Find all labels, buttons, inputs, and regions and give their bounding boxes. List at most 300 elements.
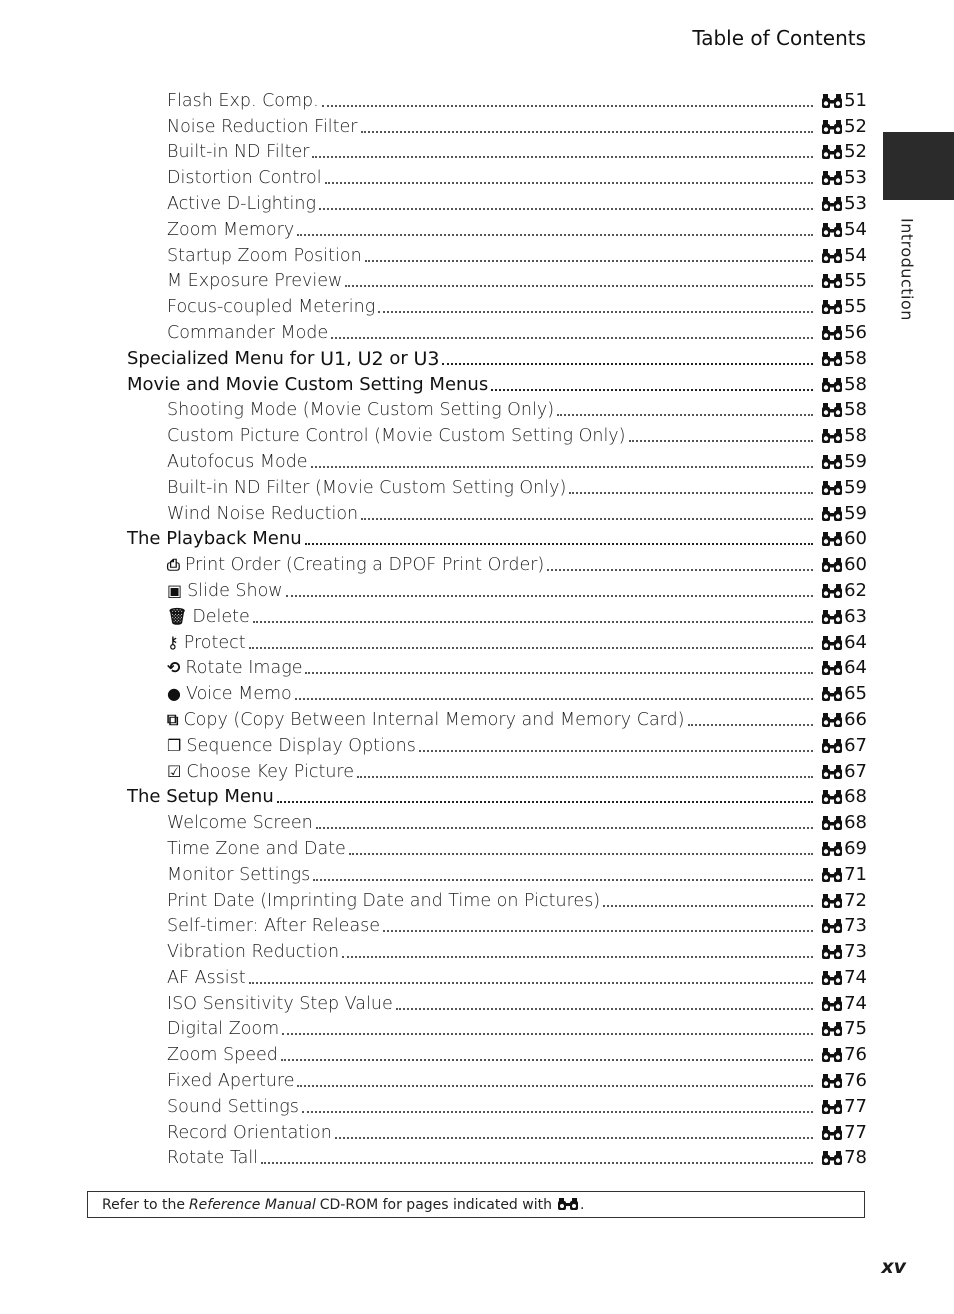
toc-entry-row[interactable]	[127, 473, 867, 499]
toc-entry-title	[127, 528, 302, 550]
reference-manual-icon	[821, 1073, 843, 1089]
reference-manual-icon	[821, 480, 843, 496]
footnote-box	[87, 1191, 865, 1218]
toc-page-number: 58	[844, 425, 867, 447]
dot-leader	[322, 105, 813, 107]
toc-page-ref[interactable]	[821, 322, 867, 344]
toc-page-ref[interactable]	[821, 1044, 867, 1066]
toc-entry-title-text: Flash Exp. Comp.	[167, 90, 319, 111]
toc-entry-row[interactable]	[127, 1092, 867, 1118]
dot-leader	[378, 311, 813, 313]
dot-leader	[345, 285, 813, 287]
reference-manual-icon	[821, 402, 843, 418]
footnote-text-before: Refer to the	[102, 1196, 185, 1213]
toc-page-ref[interactable]	[821, 270, 867, 292]
toc-entry-title-text: Protect	[183, 632, 246, 653]
reference-manual-icon	[821, 764, 843, 780]
dot-leader	[335, 1137, 813, 1139]
toc-page-ref[interactable]	[821, 477, 867, 499]
toc-entry-title-text: Print Order (Creating a DPOF Print Order)	[184, 555, 545, 576]
toc-entry-title-text: Choose Key Picture	[186, 761, 354, 782]
toc-page-ref[interactable]	[821, 812, 867, 834]
toc-section-row[interactable]	[127, 370, 867, 396]
table-of-contents	[127, 86, 867, 1169]
toc-entry-row[interactable]	[127, 886, 867, 912]
toc-entry-row[interactable]	[127, 834, 867, 860]
reference-manual-icon	[821, 299, 843, 315]
toc-page-ref[interactable]	[821, 451, 867, 473]
toc-entry-title	[167, 915, 380, 937]
toc-entry-row[interactable]	[127, 215, 867, 241]
toc-entry-row[interactable]	[127, 576, 867, 602]
toc-page-number: 68	[844, 812, 867, 834]
toc-entry-row[interactable]	[127, 1066, 867, 1092]
toc-entry-title	[167, 503, 358, 525]
toc-page-number: 67	[844, 760, 867, 782]
toc-page-number: 76	[844, 1070, 867, 1092]
reference-manual-icon	[821, 609, 843, 625]
toc-page-ref[interactable]	[821, 167, 867, 189]
dot-leader	[261, 1162, 813, 1164]
dot-leader	[305, 543, 813, 545]
dot-leader	[249, 647, 814, 649]
toc-entry-title	[167, 477, 566, 499]
page-header-title: Table of Contents	[692, 26, 866, 50]
toc-entry-title	[167, 812, 313, 834]
toc-page-number: 55	[844, 270, 867, 292]
rotate-image-icon: ⟲	[167, 658, 181, 678]
dot-leader	[349, 853, 813, 855]
toc-entry-row[interactable]	[127, 1040, 867, 1066]
toc-page-ref[interactable]	[821, 890, 867, 912]
toc-entry-title-text: Built-in ND Filter (Movie Custom Setting Only)	[167, 477, 567, 498]
dot-leader	[361, 131, 814, 133]
toc-entry-title-text: Sound Settings	[167, 1096, 299, 1117]
dot-leader	[297, 1085, 813, 1087]
dot-leader	[316, 827, 813, 829]
toc-page-number: 64	[844, 631, 867, 653]
toc-page-number: 58	[844, 347, 867, 369]
toc-entry-title-text: Print Date (Imprinting Date and Time on Pictures)	[167, 890, 601, 911]
footnote-text-after: CD-ROM for pages indicated with	[319, 1196, 552, 1213]
toc-entry-title	[167, 683, 292, 705]
toc-entry-title-text: Time Zone and Date	[167, 838, 346, 859]
toc-entry-title	[167, 657, 302, 679]
reference-manual-icon	[821, 738, 843, 754]
slide-show-icon: ▣	[167, 580, 183, 600]
dot-leader	[419, 750, 813, 752]
dot-leader	[629, 440, 814, 442]
toc-page-ref[interactable]	[821, 1096, 867, 1118]
reference-manual-icon	[821, 1150, 843, 1166]
toc-page-ref[interactable]	[821, 193, 867, 215]
page-number: xv	[881, 1256, 906, 1278]
toc-entry-separator: ,	[346, 347, 358, 369]
dot-leader	[331, 337, 813, 339]
toc-page-ref[interactable]	[821, 503, 867, 525]
toc-page-number: 73	[844, 941, 867, 963]
toc-page-ref[interactable]	[821, 425, 867, 447]
toc-page-number: 75	[844, 1018, 867, 1040]
toc-page-number: 52	[844, 141, 867, 163]
toc-entry-row[interactable]	[127, 550, 867, 576]
toc-entry-title-text: Zoom Speed	[167, 1045, 278, 1066]
toc-entry-title	[167, 1122, 332, 1144]
section-side-label-text: Introduction	[897, 218, 917, 321]
toc-entry-title	[167, 1147, 258, 1169]
toc-entry-title-text: Rotate Tall	[167, 1148, 259, 1169]
toc-entry-title-text: Monitor Settings	[167, 864, 311, 885]
toc-entry-title-text: Self-timer: After Release	[167, 916, 381, 937]
toc-entry-title	[127, 348, 439, 370]
toc-entry-row[interactable]	[127, 163, 867, 189]
dot-leader	[491, 389, 813, 391]
toc-entry-title	[167, 838, 346, 860]
reference-manual-icon	[821, 377, 843, 393]
toc-page-ref[interactable]	[821, 245, 867, 267]
toc-entry-row[interactable]	[127, 396, 867, 422]
toc-page-ref[interactable]	[821, 90, 867, 112]
reference-manual-icon	[821, 996, 843, 1012]
toc-page-number: 77	[844, 1095, 867, 1117]
toc-page-ref[interactable]	[821, 141, 867, 163]
toc-page-ref[interactable]	[821, 116, 867, 138]
reference-manual-icon	[821, 454, 843, 470]
toc-page-ref[interactable]	[821, 374, 867, 396]
toc-entry-title-text: Wind Noise Reduction	[167, 503, 359, 524]
toc-entry-row[interactable]	[127, 963, 867, 989]
toc-entry-title-text: Focus-coupled Metering	[167, 297, 376, 318]
reference-manual-icon	[821, 583, 843, 599]
reference-manual-icon	[821, 815, 843, 831]
toc-entry-row[interactable]	[127, 757, 867, 783]
dot-leader	[442, 363, 813, 365]
toc-entry-row[interactable]	[127, 628, 867, 654]
reference-manual-icon	[821, 918, 843, 934]
toc-entry-title	[167, 967, 246, 989]
toc-entry-title	[167, 90, 319, 112]
reference-manual-icon	[821, 557, 843, 573]
toc-entry-title	[167, 116, 358, 138]
toc-entry-title	[167, 270, 342, 292]
toc-page-ref[interactable]	[821, 1018, 867, 1040]
toc-page-number: 72	[844, 889, 867, 911]
toc-section-row[interactable]	[127, 344, 867, 370]
toc-page-ref[interactable]	[821, 554, 867, 576]
reference-manual-icon	[821, 1021, 843, 1037]
dot-leader	[547, 569, 813, 571]
reference-manual-icon	[821, 506, 843, 522]
toc-page-ref[interactable]	[821, 1070, 867, 1092]
toc-entry-title	[167, 632, 246, 654]
toc-page-number: 56	[844, 321, 867, 343]
toc-page-ref[interactable]	[821, 786, 867, 808]
reference-manual-icon	[821, 222, 843, 238]
toc-entry-title-text: Noise Reduction Filter	[167, 116, 358, 137]
toc-entry-title-text: The Setup Menu	[127, 786, 274, 808]
toc-entry-title	[167, 245, 362, 267]
user-mode-u3-icon: U3	[413, 347, 440, 370]
dot-leader	[253, 621, 813, 623]
toc-page-number: 64	[844, 657, 867, 679]
footnote-manual-title: Reference Manual	[188, 1196, 316, 1213]
toc-page-ref[interactable]	[821, 838, 867, 860]
toc-entry-row[interactable]	[127, 499, 867, 525]
toc-page-ref[interactable]	[821, 967, 867, 989]
toc-page-ref[interactable]	[821, 761, 867, 783]
reference-manual-icon	[557, 1197, 579, 1213]
toc-page-number: 71	[844, 863, 867, 885]
toc-page-number: 62	[844, 579, 867, 601]
toc-entry-title-text: Sequence Display Options	[186, 735, 416, 756]
toc-page-ref[interactable]	[821, 993, 867, 1015]
toc-entry-title	[167, 761, 354, 783]
toc-page-number: 77	[844, 1121, 867, 1143]
toc-entry-title-text: Digital Zoom	[167, 1019, 280, 1040]
toc-page-number: 59	[844, 476, 867, 498]
toc-page-number: 60	[844, 554, 867, 576]
dot-leader	[281, 1059, 813, 1061]
toc-entry-title	[167, 606, 250, 628]
user-mode-u1-icon: U1	[320, 347, 347, 370]
toc-page-number: 78	[844, 1147, 867, 1169]
toc-entry-title	[167, 735, 416, 757]
toc-entry-row[interactable]	[127, 241, 867, 267]
toc-page-ref[interactable]	[821, 709, 867, 731]
toc-entry-title-text: Voice Memo	[185, 684, 292, 705]
toc-entry-separator: or	[383, 347, 414, 369]
toc-entry-title	[167, 322, 328, 344]
dot-leader	[357, 776, 813, 778]
dot-leader	[365, 260, 813, 262]
toc-page-number: 66	[844, 708, 867, 730]
dot-leader	[286, 595, 813, 597]
toc-page-number: 55	[844, 296, 867, 318]
toc-entry-title	[167, 890, 600, 912]
reference-manual-icon	[821, 893, 843, 909]
toc-entry-title-text: Vibration Reduction	[167, 942, 340, 963]
user-mode-u2-icon: U2	[357, 347, 384, 370]
toc-entry-title	[167, 219, 294, 241]
toc-page-ref[interactable]	[821, 580, 867, 602]
toc-entry-title-text: Welcome Screen	[167, 813, 313, 834]
toc-page-ref[interactable]	[821, 915, 867, 937]
toc-section-row[interactable]	[127, 525, 867, 551]
toc-entry-title	[167, 1018, 279, 1040]
toc-page-ref[interactable]	[821, 657, 867, 679]
sequence-display-icon: ❐	[167, 735, 182, 755]
toc-entry-row[interactable]	[127, 679, 867, 705]
toc-entry-title	[167, 709, 685, 731]
toc-entry-title-text: Custom Picture Control (Movie Custom Setting Only)	[167, 426, 626, 447]
toc-page-ref[interactable]	[821, 399, 867, 421]
toc-entry-title-text: The Playback Menu	[127, 528, 302, 550]
toc-page-number: 74	[844, 966, 867, 988]
toc-page-ref[interactable]	[821, 941, 867, 963]
dot-leader	[383, 930, 813, 932]
toc-entry-title-text: Slide Show	[187, 580, 283, 601]
toc-entry-row[interactable]	[127, 808, 867, 834]
toc-page-ref[interactable]	[821, 1147, 867, 1169]
copy-icon: ⧉	[167, 709, 179, 729]
toc-entry-title-text: Shooting Mode (Movie Custom Setting Only)	[167, 400, 555, 421]
toc-page-ref[interactable]	[821, 864, 867, 886]
toc-section-row[interactable]	[127, 783, 867, 809]
dot-leader	[342, 956, 813, 958]
dot-leader	[557, 414, 813, 416]
toc-entry-title	[167, 864, 310, 886]
toc-entry-title-text: Commander Mode	[167, 322, 329, 343]
dot-leader	[302, 1111, 813, 1113]
reference-manual-icon	[821, 686, 843, 702]
toc-page-ref[interactable]	[821, 296, 867, 318]
reference-manual-icon	[821, 119, 843, 135]
toc-entry-row[interactable]	[127, 267, 867, 293]
toc-entry-title	[167, 451, 308, 473]
toc-entry-row[interactable]	[127, 138, 867, 164]
toc-entry-row[interactable]	[127, 318, 867, 344]
reference-manual-icon	[821, 428, 843, 444]
reference-manual-icon	[821, 531, 843, 547]
dot-leader	[325, 182, 814, 184]
toc-page-ref[interactable]	[821, 632, 867, 654]
toc-entry-row[interactable]	[127, 602, 867, 628]
toc-entry-title	[127, 786, 274, 808]
reference-manual-icon	[821, 841, 843, 857]
toc-entry-row[interactable]	[127, 1118, 867, 1144]
dot-leader	[688, 724, 814, 726]
toc-page-number: 63	[844, 605, 867, 627]
dot-leader	[569, 492, 813, 494]
reference-manual-icon	[821, 660, 843, 676]
toc-entry-title-text: Copy (Copy Between Internal Memory and Memory Card)	[183, 709, 685, 730]
reference-manual-icon	[821, 273, 843, 289]
reference-manual-icon	[821, 144, 843, 160]
toc-entry-row[interactable]	[127, 189, 867, 215]
footnote-text-end: .	[579, 1196, 585, 1213]
toc-page-ref[interactable]	[821, 735, 867, 757]
toc-entry-row[interactable]	[127, 705, 867, 731]
toc-entry-title-text: Rotate Image	[185, 658, 303, 679]
toc-entry-title	[127, 374, 488, 396]
toc-entry-title-text: Movie and Movie Custom Setting Menus	[127, 373, 489, 395]
toc-entry-title	[167, 1096, 299, 1118]
toc-entry-title-text: Fixed Aperture	[167, 1071, 295, 1092]
toc-entry-title	[167, 580, 283, 602]
toc-entry-title	[167, 1044, 278, 1066]
dot-leader	[277, 801, 813, 803]
toc-entry-row[interactable]	[127, 86, 867, 112]
dot-leader	[312, 156, 813, 158]
toc-entry-row[interactable]	[127, 912, 867, 938]
reference-manual-icon	[821, 196, 843, 212]
toc-page-number: 73	[844, 915, 867, 937]
dot-leader	[249, 982, 813, 984]
reference-manual-icon	[821, 944, 843, 960]
toc-entry-title	[167, 1070, 294, 1092]
dot-leader	[311, 466, 814, 468]
dot-leader	[319, 208, 813, 210]
reference-manual-icon	[821, 1047, 843, 1063]
toc-page-ref[interactable]	[821, 683, 867, 705]
toc-entry-row[interactable]	[127, 654, 867, 680]
toc-entry-title	[167, 167, 322, 189]
toc-page-number: 53	[844, 192, 867, 214]
toc-entry-title-text: Specialized Menu for	[127, 347, 321, 369]
toc-entry-title-text: Distortion Control	[167, 168, 322, 189]
reference-manual-icon	[821, 1099, 843, 1115]
toc-entry-title-text: Active D-Lighting	[167, 193, 317, 214]
toc-entry-row[interactable]	[127, 421, 867, 447]
reference-manual-icon	[821, 248, 843, 264]
toc-entry-row[interactable]	[127, 937, 867, 963]
reference-manual-icon	[821, 789, 843, 805]
toc-page-number: 59	[844, 450, 867, 472]
reference-manual-icon	[821, 1125, 843, 1141]
toc-entry-row[interactable]	[127, 112, 867, 138]
toc-entry-row[interactable]	[127, 1015, 867, 1041]
toc-entry-title-text: Record Orientation	[167, 1122, 332, 1143]
dot-leader	[361, 518, 813, 520]
reference-manual-icon	[821, 867, 843, 883]
toc-entry-row[interactable]	[127, 1144, 867, 1170]
section-side-label	[893, 218, 921, 328]
toc-page-ref[interactable]	[821, 528, 867, 550]
reference-manual-icon	[821, 351, 843, 367]
toc-entry-title	[167, 425, 626, 447]
toc-entry-title-text: Built-in ND Filter	[167, 142, 310, 163]
dot-leader	[295, 698, 813, 700]
toc-page-number: 54	[844, 218, 867, 240]
toc-entry-title	[167, 399, 554, 421]
toc-page-number: 65	[844, 683, 867, 705]
toc-entry-title-text: Zoom Memory	[167, 219, 295, 240]
toc-page-number: 67	[844, 734, 867, 756]
toc-page-number: 60	[844, 528, 867, 550]
toc-entry-title-text: AF Assist	[167, 967, 246, 988]
dot-leader	[396, 1008, 813, 1010]
section-tab-marker	[883, 132, 954, 200]
print-order-icon: ⎙	[167, 555, 180, 575]
delete-icon: 🗑	[167, 606, 188, 626]
toc-entry-title-text: Startup Zoom Position	[167, 245, 362, 266]
toc-page-number: 54	[844, 244, 867, 266]
dot-leader	[603, 905, 813, 907]
protect-key-icon: ⚷	[167, 632, 179, 652]
toc-page-ref[interactable]	[821, 348, 867, 370]
toc-entry-title	[167, 296, 375, 318]
toc-entry-row[interactable]	[127, 731, 867, 757]
toc-page-number: 69	[844, 837, 867, 859]
toc-entry-row[interactable]	[127, 860, 867, 886]
reference-manual-icon	[821, 635, 843, 651]
dot-leader	[297, 234, 813, 236]
toc-page-ref[interactable]	[821, 1122, 867, 1144]
toc-entry-row[interactable]	[127, 292, 867, 318]
toc-entry-title	[167, 941, 339, 963]
reference-manual-icon	[821, 970, 843, 986]
toc-page-ref[interactable]	[821, 606, 867, 628]
toc-page-number: 74	[844, 992, 867, 1014]
toc-page-number: 59	[844, 502, 867, 524]
toc-entry-row[interactable]	[127, 989, 867, 1015]
toc-entry-title-text: Delete	[192, 606, 250, 627]
toc-page-number: 52	[844, 115, 867, 137]
toc-page-number: 68	[844, 786, 867, 808]
choose-key-picture-icon: ☑	[167, 761, 182, 781]
toc-entry-row[interactable]	[127, 447, 867, 473]
toc-page-ref[interactable]	[821, 219, 867, 241]
